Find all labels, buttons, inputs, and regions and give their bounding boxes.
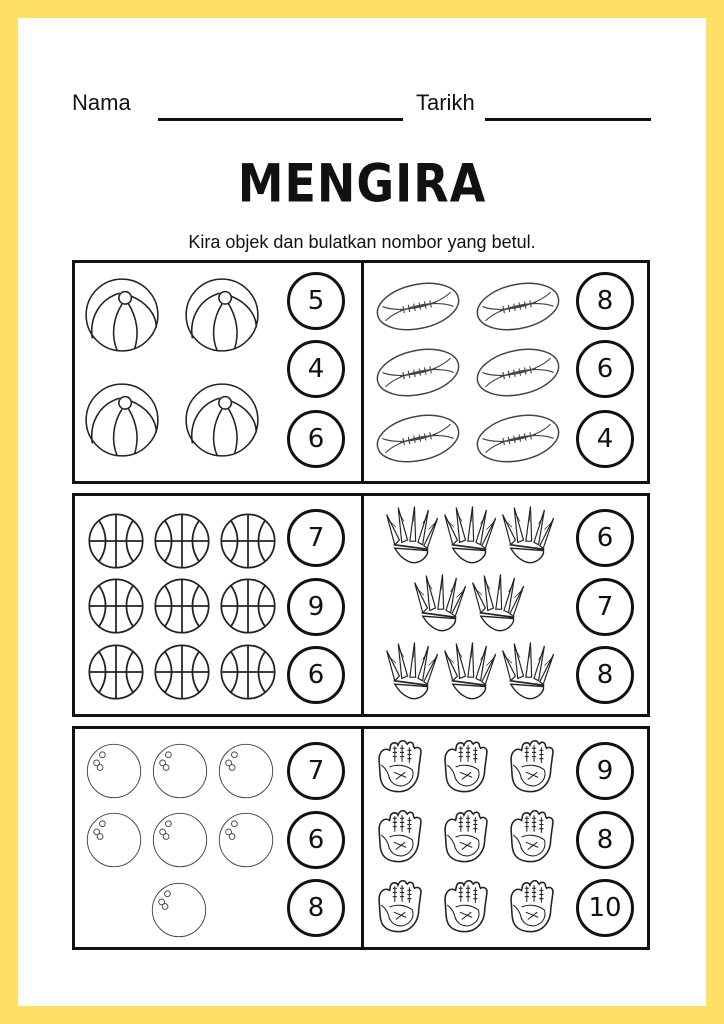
beach-ball-icon bbox=[83, 381, 161, 459]
instruction-text: Kira objek dan bulatkan nombor yang betul. bbox=[188, 232, 536, 252]
answer-option[interactable]: 7 bbox=[576, 578, 634, 636]
answer-option[interactable]: 5 bbox=[287, 272, 345, 330]
bowling-ball-icon bbox=[150, 881, 208, 939]
shuttlecock-icon bbox=[498, 504, 556, 568]
exercise-rugby-balls bbox=[364, 263, 647, 481]
rugby-ball-icon bbox=[372, 345, 464, 400]
answer-option[interactable]: 6 bbox=[576, 340, 634, 398]
beach-ball-icon bbox=[183, 276, 261, 354]
rugby-ball-icon bbox=[472, 279, 564, 334]
answer-option[interactable]: 8 bbox=[287, 879, 345, 937]
bowling-ball-icon bbox=[151, 811, 209, 869]
shuttlecock-icon bbox=[382, 640, 440, 704]
date-field-line[interactable] bbox=[485, 118, 651, 121]
answer-option[interactable]: 6 bbox=[576, 509, 634, 567]
basketball-icon bbox=[219, 512, 277, 570]
answer-option[interactable]: 8 bbox=[576, 646, 634, 704]
shuttlecock-icon bbox=[440, 504, 498, 568]
rugby-ball-icon bbox=[472, 345, 564, 400]
exercise-shuttlecocks bbox=[364, 496, 647, 714]
basketball-icon bbox=[219, 577, 277, 635]
exercise-panel-2 bbox=[72, 493, 650, 717]
baseball-glove-icon bbox=[374, 809, 426, 865]
bowling-ball-icon bbox=[217, 742, 275, 800]
baseball-glove-icon bbox=[506, 879, 558, 935]
baseball-glove-icon bbox=[440, 879, 492, 935]
exercise-beach-balls bbox=[75, 263, 361, 481]
student-info-row bbox=[72, 90, 662, 126]
answer-option[interactable]: 8 bbox=[576, 272, 634, 330]
beach-ball-icon bbox=[183, 381, 261, 459]
answer-option[interactable]: 4 bbox=[287, 340, 345, 398]
basketball-icon bbox=[87, 643, 145, 701]
baseball-glove-icon bbox=[440, 739, 492, 795]
exercise-panel-1 bbox=[72, 260, 650, 484]
exercise-bowling-balls bbox=[75, 729, 361, 947]
basketball-icon bbox=[153, 512, 211, 570]
exercise-basketballs bbox=[75, 496, 361, 714]
basketball-icon bbox=[87, 577, 145, 635]
name-label: Nama bbox=[72, 90, 131, 115]
answer-option[interactable]: 8 bbox=[576, 811, 634, 869]
baseball-glove-icon bbox=[440, 809, 492, 865]
answer-option[interactable]: 7 bbox=[287, 742, 345, 800]
baseball-glove-icon bbox=[506, 739, 558, 795]
basketball-icon bbox=[153, 577, 211, 635]
shuttlecock-icon bbox=[468, 572, 526, 636]
basketball-icon bbox=[219, 643, 277, 701]
beach-ball-icon bbox=[83, 276, 161, 354]
bowling-ball-icon bbox=[85, 742, 143, 800]
shuttlecock-icon bbox=[498, 640, 556, 704]
shuttlecock-icon bbox=[440, 640, 498, 704]
rugby-ball-icon bbox=[372, 279, 464, 334]
baseball-glove-icon bbox=[374, 879, 426, 935]
baseball-glove-icon bbox=[506, 809, 558, 865]
answer-option[interactable]: 6 bbox=[287, 646, 345, 704]
answer-option[interactable]: 9 bbox=[287, 578, 345, 636]
baseball-glove-icon bbox=[374, 739, 426, 795]
bowling-ball-icon bbox=[217, 811, 275, 869]
answer-option[interactable]: 6 bbox=[287, 811, 345, 869]
basketball-icon bbox=[153, 643, 211, 701]
rugby-ball-icon bbox=[372, 411, 464, 466]
shuttlecock-icon bbox=[382, 504, 440, 568]
answer-option[interactable]: 7 bbox=[287, 509, 345, 567]
worksheet bbox=[18, 18, 706, 1006]
name-field-line[interactable] bbox=[158, 118, 403, 121]
bowling-ball-icon bbox=[151, 742, 209, 800]
answer-option[interactable]: 4 bbox=[576, 410, 634, 468]
rugby-ball-icon bbox=[472, 411, 564, 466]
basketball-icon bbox=[87, 512, 145, 570]
exercise-panel-3 bbox=[72, 726, 650, 950]
worksheet-title: MENGIRA bbox=[237, 151, 487, 215]
shuttlecock-icon bbox=[410, 572, 468, 636]
answer-option[interactable]: 9 bbox=[576, 742, 634, 800]
answer-option[interactable]: 6 bbox=[287, 410, 345, 468]
exercise-baseball-gloves bbox=[364, 729, 647, 947]
answer-option[interactable]: 10 bbox=[576, 879, 634, 937]
date-label: Tarikh bbox=[416, 90, 475, 115]
bowling-ball-icon bbox=[85, 811, 143, 869]
